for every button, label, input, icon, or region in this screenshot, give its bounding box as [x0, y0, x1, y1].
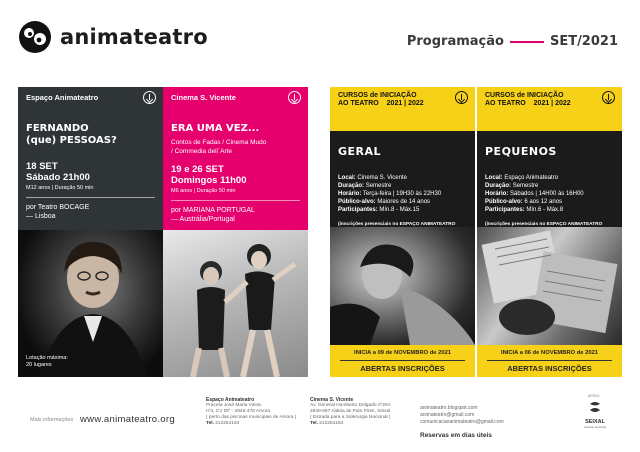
- course-participants: [338, 206, 467, 214]
- course-year: 2021 | 2022: [533, 100, 571, 107]
- local-label: Local:: [485, 175, 503, 181]
- course-card-pequenos[interactable]: [477, 87, 622, 377]
- venue-cinema-s-vicente: [310, 397, 391, 427]
- show-venue: Espaço Animateatro: [26, 93, 99, 102]
- website-link[interactable]: www.animateatro.org: [80, 414, 175, 425]
- footer: [0, 394, 640, 452]
- course-header: [330, 87, 475, 131]
- registrations-open[interactable]: ABERTAS INSCRIÇÕES: [360, 364, 445, 373]
- registrations-open[interactable]: ABERTAS INSCRIÇÕES: [507, 364, 592, 373]
- phone-label: Tel.: [206, 421, 214, 426]
- sponsor-logo: [584, 400, 606, 429]
- audience-value: Maiores de 14 anos: [377, 199, 431, 205]
- course-duration: [338, 182, 467, 190]
- arrow-down-icon[interactable]: [288, 91, 301, 104]
- phone-number[interactable]: 212254184: [215, 421, 240, 426]
- show-company-origin: — Lisboa: [26, 213, 56, 220]
- course-header-level: AO TEATRO: [485, 100, 526, 107]
- course-header: [477, 87, 622, 131]
- show-time-line: Sábado 21h00: [26, 172, 90, 183]
- registration-note-line: (inscrições presenciais no ESPAÇO ANIMATEATRO: [338, 222, 456, 227]
- performer-photo-icon: [330, 227, 475, 345]
- venue-espaco-animateatro: [206, 397, 296, 427]
- duration-label: Duração:: [338, 183, 365, 189]
- course-schedule: [485, 190, 614, 198]
- duration-label: Duração:: [485, 183, 512, 189]
- show-company-origin: — Austrália/Portugal: [171, 216, 235, 223]
- local-value: Cinema S. Vicente: [357, 175, 407, 181]
- header: [0, 0, 640, 80]
- blog-link[interactable]: animateatro.blogspot.com: [420, 405, 478, 411]
- course-duration: [485, 182, 614, 190]
- program-heading: [407, 34, 618, 49]
- animateatro-logo-icon: [18, 20, 52, 54]
- course-info: [330, 158, 475, 214]
- venue-name: Cinema S. Vicente: [310, 397, 354, 403]
- show-subtitle-line: Contos de Fadas / Cinema Mudo: [171, 139, 267, 146]
- course-footer: [477, 345, 622, 377]
- course-participants: [485, 206, 614, 214]
- show-venue: Cinema S. Vicente: [171, 93, 236, 102]
- venue-address: Av. General Humberto Delgado nº20A: [310, 403, 391, 408]
- schedule-value: Terça-feira | 19H30 às 22H30: [362, 191, 442, 197]
- course-title: GERAL: [338, 145, 382, 158]
- show-time-line: Domingos 11h00: [171, 175, 247, 186]
- course-audience: [338, 198, 467, 206]
- course-header-line: CURSOS de INICIAÇÃO: [338, 92, 417, 99]
- email-link[interactable]: animateatro@gmail.com: [420, 412, 475, 418]
- registration-note-line: (inscrições presenciais no ESPAÇO ANIMATEATRO: [485, 222, 603, 227]
- course-photo: [477, 227, 622, 345]
- show-title: ERA UMA VEZ...: [171, 123, 260, 134]
- course-header-line2: [338, 100, 467, 108]
- dancers-photo-icon: [163, 230, 308, 377]
- show-card-era-uma-vez[interactable]: [163, 87, 308, 377]
- local-label: Local:: [338, 175, 356, 181]
- logo-text: animateatro: [60, 25, 208, 49]
- newspaper-photo-icon: [477, 227, 622, 345]
- course-start-date: INICIA a 09 de NOVEMBRO de 2021: [353, 350, 452, 356]
- course-photo: [330, 227, 475, 345]
- show-company-line: por MARIANA PORTUGAL: [171, 207, 255, 214]
- contact-links: [420, 405, 504, 426]
- phone-label: Tel.: [310, 421, 318, 426]
- course-local: [485, 174, 614, 182]
- audience-label: Público-alvo:: [485, 199, 523, 205]
- heading-dash: [510, 41, 544, 43]
- show-details: M12 anos | Duração 50 min: [26, 185, 94, 191]
- show-title: [18, 109, 163, 147]
- arrow-down-icon[interactable]: [143, 91, 156, 104]
- course-year: 2021 | 2022: [386, 100, 424, 107]
- more-info-label: Mais informações: [30, 417, 74, 423]
- venue-address-note: ( Estrada para a Siderurgia Nacional ): [310, 415, 391, 420]
- participants-value: Mín.8 - Máx.15: [379, 207, 420, 213]
- course-local: [338, 174, 467, 182]
- sponsor-subtitle: câmara municipal: [584, 425, 606, 429]
- course-title: PEQUENOS: [485, 145, 557, 158]
- program-period: SET/2021: [549, 34, 618, 49]
- show-date: [163, 156, 308, 186]
- course-header-line: CURSOS de INICIAÇÃO: [485, 92, 564, 99]
- schedule-value: Sábados | 14H00 às 16H00: [510, 191, 584, 197]
- venue-address: Praceta José Maria Vieira: [206, 403, 261, 408]
- schedule-label: Horário:: [485, 191, 509, 197]
- course-audience: [485, 198, 614, 206]
- program-label: Programação: [406, 34, 504, 49]
- venue-name: Espaço Animateatro: [206, 397, 255, 403]
- schedule-label: Horário:: [338, 191, 362, 197]
- show-subtitle-line: / Commedia dell´Arte: [171, 148, 233, 155]
- audience-value: 6 aos 12 anos: [524, 199, 563, 205]
- show-title-line: FERNANDO: [26, 123, 89, 134]
- show-company-line: por Teatro BOCAGE: [26, 204, 90, 211]
- email-link[interactable]: comunicacaoanimateatro@gmail.com: [420, 419, 504, 425]
- logo[interactable]: [18, 20, 208, 54]
- course-header-level: AO TEATRO: [338, 100, 379, 107]
- show-subtitle: [163, 135, 308, 156]
- course-schedule: [338, 190, 467, 198]
- venue-address: nº4, CV Dtº - 2845-478 Amora: [206, 409, 271, 414]
- show-date-line: 18 SET: [26, 161, 58, 172]
- course-start-date: INICIA a 06 de NOVEMBRO de 2021: [500, 350, 599, 356]
- reservations-note: Reservas em dias úteis: [420, 432, 492, 439]
- show-company: [18, 198, 163, 221]
- show-venue-bar: [163, 87, 308, 109]
- venue-phone: [310, 421, 391, 427]
- show-date: [18, 147, 163, 183]
- course-info: [477, 158, 622, 214]
- course-footer: [330, 345, 475, 377]
- local-value: Espaço Animateatro: [504, 175, 559, 181]
- capacity-value: 20 lugares: [26, 362, 52, 368]
- show-title-line: (que) PESSOAS?: [26, 135, 117, 146]
- participants-label: Participantes:: [485, 207, 525, 213]
- course-card-geral[interactable]: [330, 87, 475, 377]
- capacity-label: Lotação máxima:: [26, 355, 68, 361]
- duration-value: Semestre: [512, 183, 539, 189]
- course-header-line2: [485, 100, 614, 108]
- venue-address-note: ( perto das piscinas municipais de Amora ): [206, 415, 297, 420]
- show-photo: [18, 230, 163, 377]
- show-card-fernando[interactable]: [18, 87, 163, 377]
- arrow-down-icon[interactable]: [455, 91, 468, 104]
- seixal-logo-icon: [588, 401, 602, 413]
- venue-phone: [206, 421, 296, 427]
- show-venue-bar: [18, 87, 163, 109]
- show-details: M6 anos | Duração 50 min: [171, 188, 236, 194]
- show-company: [163, 201, 308, 224]
- sponsor-name: SEIXAL: [585, 419, 605, 425]
- participants-label: Participantes:: [338, 207, 378, 213]
- capacity-note: [26, 355, 68, 369]
- participants-value: Mín.6 - Máx.8: [526, 207, 564, 213]
- phone-number[interactable]: 212254184: [319, 421, 344, 426]
- venue-address: 2840-697 Aldeia de Paio Pires, Seixal: [310, 409, 391, 414]
- show-date-line: 19 e 26 SET: [171, 164, 224, 175]
- arrow-down-icon[interactable]: [602, 91, 615, 104]
- duration-value: Semestre: [365, 183, 392, 189]
- audience-label: Público-alvo:: [338, 199, 376, 205]
- show-photo: [163, 230, 308, 377]
- support-label: APOIO:: [588, 394, 601, 398]
